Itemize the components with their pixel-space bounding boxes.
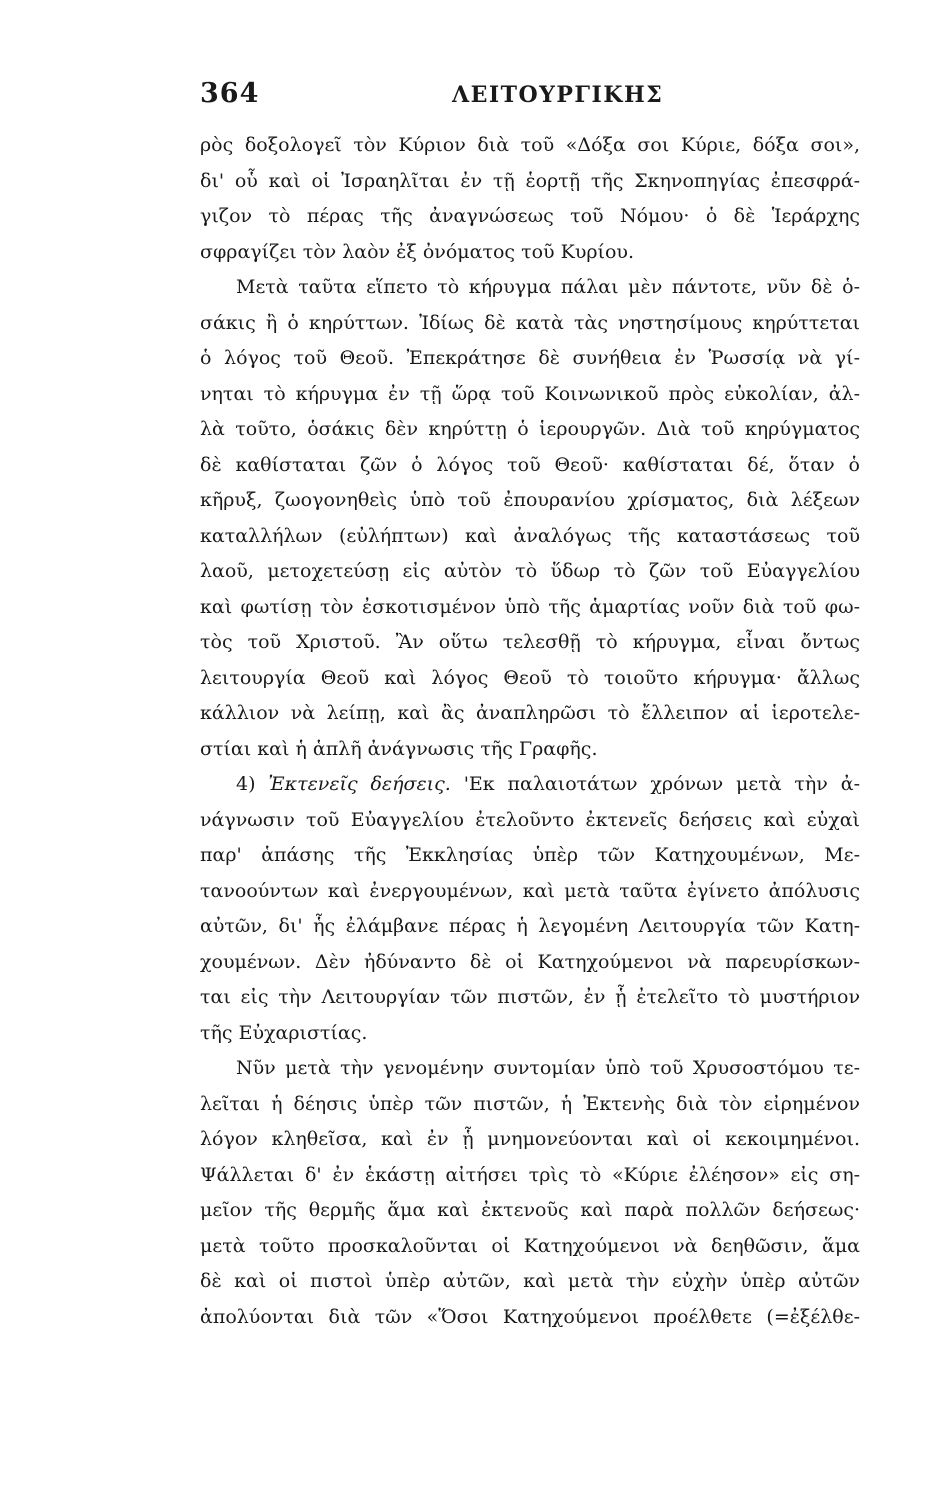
section-heading-line — [200, 767, 860, 803]
text-line: ὁ λόγος τοῦ Θεοῦ. Ἐπεκράτησε δὲ συνήθεια ἐν Ῥωσσίᾳ νὰ γί- — [200, 347, 860, 369]
text-line: ται εἰς τὴν Λειτουργίαν τῶν πιστῶν, ἐν ᾗ ἐτελεῖτο τὸ μυστήριον — [200, 986, 860, 1008]
text-line: χουμένων. Δὲν ἠδύναντο δὲ οἱ Κατηχούμενοι νὰ παρευρίσκων- — [200, 950, 860, 973]
section-number: 4) — [236, 773, 256, 795]
text-line: αὐτῶν, δι' ἧς ἐλάμβανε πέρας ἡ λεγομένη Λειτουργία τῶν Κατη- — [200, 915, 860, 937]
text-line: Μετὰ ταῦτα εἵπετο τὸ κήρυγμα πάλαι μὲν πάντοτε, νῦν δὲ ὁ- — [236, 276, 860, 298]
text-line: νηται τὸ κήρυγμα ἐν τῇ ὥρᾳ τοῦ Κοινωνικοῦ πρὸς εὐκολίαν, ἀλ- — [200, 382, 860, 405]
text-line: δὲ καθίσταται ζῶν ὁ λόγος τοῦ Θεοῦ· καθίσταται δέ, ὅταν ὁ — [200, 453, 860, 476]
text-line: σάκις ἢ ὁ κηρύττων. Ἰδίως δὲ κατὰ τὰς νηστησίμους κηρύττεται — [200, 311, 860, 334]
text-line: ἀπολύονται διὰ τῶν «Ὅσοι Κατηχούμενοι προέλθετε (=ἐξέλθε- — [200, 1305, 860, 1328]
text-line: κῆρυξ, ζωογονηθεὶς ὑπὸ τοῦ ἐπουρανίου χρίσματος, διὰ λέξεων — [200, 489, 860, 511]
body-text — [200, 128, 860, 1335]
text-line: δὲ καὶ οἱ πιστοὶ ὑπὲρ αὐτῶν, καὶ μετὰ τὴν εὐχὴν ὑπὲρ αὐτῶν — [200, 1270, 860, 1292]
text-line: καταλλήλων (εὐλήπτων) καὶ ἀναλόγως τῆς καταστάσεως τοῦ — [200, 524, 860, 547]
page-number: 364 — [200, 78, 260, 109]
text-line: τανοούντων καὶ ἐνεργουμένων, καὶ μετὰ ταῦτα ἐγίνετο ἀπόλυσις — [200, 879, 860, 902]
text-line: Νῦν μετὰ τὴν γενομένην συντομίαν ὑπὸ τοῦ Χρυσοστόμου τε- — [236, 1057, 860, 1079]
text-line: λὰ τοῦτο, ὁσάκις δὲν κηρύττῃ ὁ ἱερουργῶν. Διὰ τοῦ κηρύγματος — [200, 418, 860, 440]
text-line: μεῖον τῆς θερμῆς ἅμα καὶ ἐκτενοῦς καὶ παρὰ πολλῶν δεήσεως· — [200, 1199, 860, 1221]
text-line: στίαι καὶ ἡ ἁπλῆ ἀνάγνωσις τῆς Γραφῆς. — [200, 737, 598, 760]
text-line: τὸς τοῦ Χριστοῦ. Ἂν οὕτω τελεσθῇ τὸ κήρυγμα, εἶναι ὄντως — [200, 631, 860, 653]
text-line: σφραγίζει τὸν λαὸν ἐξ ὀνόματος τοῦ Κυρίου. — [200, 240, 635, 263]
text-line: καὶ φωτίσῃ τὸν ἐσκοτισμένον ὑπὸ τῆς ἁμαρτίας νοῦν διὰ τοῦ φω- — [200, 595, 860, 618]
text-line: τῆς Εὐχαριστίας. — [200, 1021, 368, 1044]
text-line: μετὰ τοῦτο προσκαλοῦνται οἱ Κατηχούμενοι νὰ δεηθῶσιν, ἅμα — [200, 1234, 860, 1257]
text-line: ρὸς δοξολογεῖ τὸν Κύριον διὰ τοῦ «Δόξα σοι Κύριε, δόξα σοι», — [200, 134, 860, 156]
text-line: νάγνωσιν τοῦ Εὐαγγελίου ἐτελοῦντο ἐκτενεῖς δεήσεις καὶ εὐχαὶ — [200, 808, 860, 831]
text-line: λαοῦ, μετοχετεύσῃ εἰς αὐτὸν τὸ ὕδωρ τὸ ζῶν τοῦ Εὐαγγελίου — [200, 560, 860, 582]
text-line: Ψάλλεται δ' ἐν ἑκάστῃ αἰτήσει τρὶς τὸ «Κύριε ἐλέησον» εἰς ση- — [200, 1163, 860, 1186]
text-line: λειτουργία Θεοῦ καὶ λόγος Θεοῦ τὸ τοιοῦτο κήρυγμα· ἄλλως — [200, 666, 860, 689]
page-header — [200, 78, 860, 118]
text-line: γιζον τὸ πέρας τῆς ἀναγνώσεως τοῦ Νόμου· ὁ δὲ Ἱεράρχης — [200, 205, 860, 227]
text-line: λεῖται ἡ δέησις ὑπὲρ τῶν πιστῶν, ἡ Ἐκτενὴς διὰ τὸν εἰρημένον — [200, 1092, 860, 1115]
text-line: παρ' ἁπάσης τῆς Ἐκκλησίας ὑπὲρ τῶν Κατηχουμένων, Με- — [200, 844, 860, 866]
text-line: δι' οὗ καὶ οἱ Ἰσραηλῖται ἐν τῇ ἑορτῇ τῆς Σκηνοπηγίας ἐπεσφρά- — [200, 169, 860, 192]
section-heading-text: 'Εκ παλαιοτάτων χρόνων μετὰ τὴν ἀ- — [463, 773, 860, 795]
section-title: Ἐκτενεῖς δεήσεις. — [268, 773, 451, 795]
text-line: κάλλιον νὰ λείπῃ, καὶ ἂς ἀναπληρῶσι τὸ ἔλλειπον αἱ ἱεροτελε- — [200, 702, 860, 724]
running-head: ΛΕΙΤΟΥΡΓΙΚΗΣ — [452, 82, 664, 108]
text-line: λόγον κληθεῖσα, καὶ ἐν ᾗ μνημονεύονται καὶ οἱ κεκοιμημένοι. — [200, 1128, 860, 1150]
